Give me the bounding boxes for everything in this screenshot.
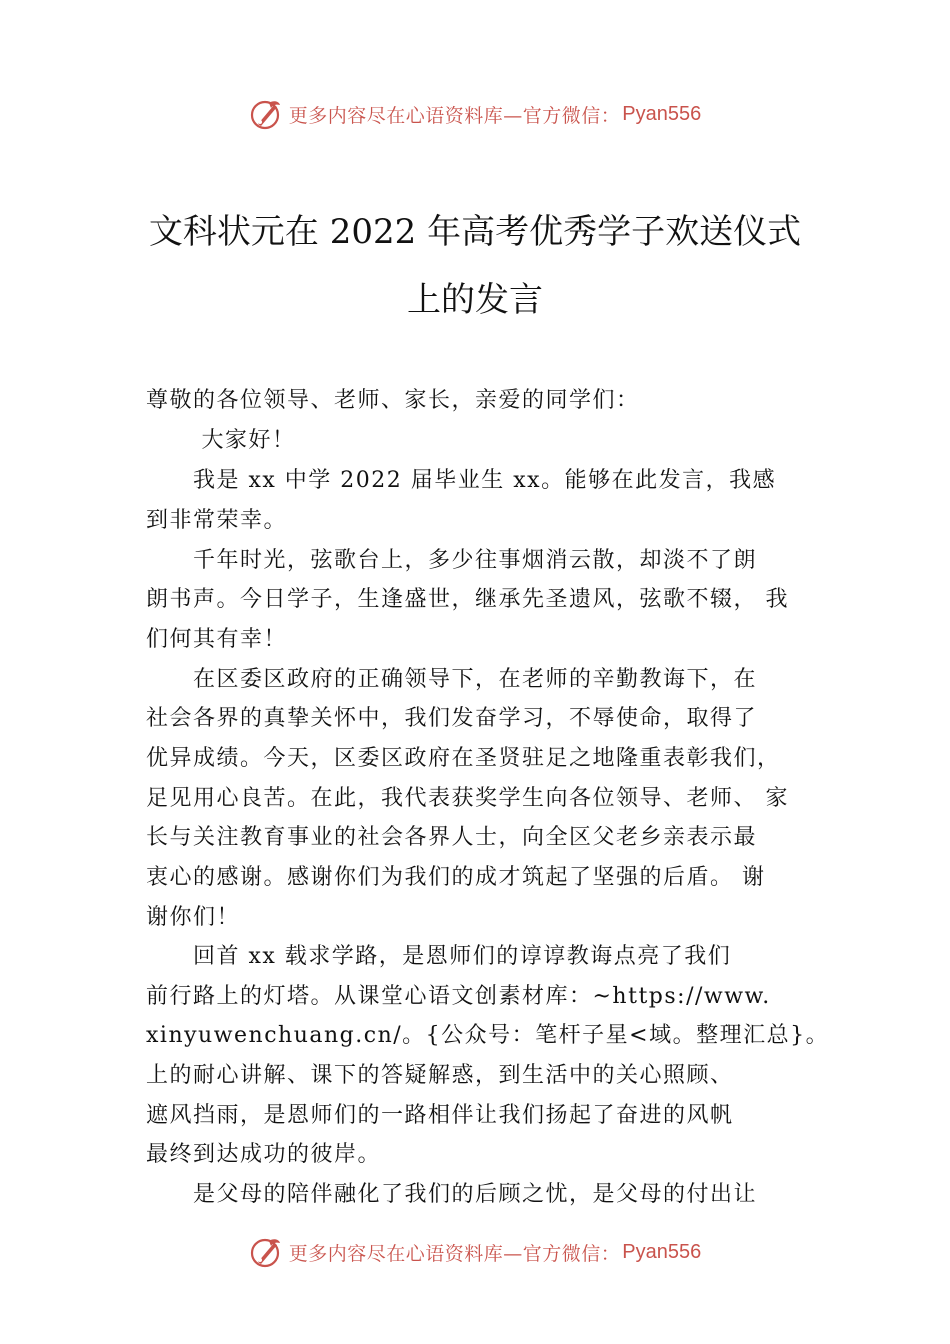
body-line: 衷心的感谢。感谢你们为我们的成才筑起了坚强的后盾。 谢 bbox=[146, 865, 766, 890]
banner-wechat-handle: Pyan556 bbox=[622, 102, 702, 125]
quill-pen-logo-icon bbox=[249, 1235, 283, 1269]
body-line: 长与关注教育事业的社会各界人士，向全区父老乡亲表示最 bbox=[146, 825, 758, 850]
body-line: 遮风挡雨，是恩师们的一路相伴让我们扬起了奋进的风帆 bbox=[146, 1103, 734, 1128]
body-line: 朗书声。今日学子，生逢盛世，继承先圣遗风，弦歌不辍， 我 bbox=[146, 587, 789, 612]
body-line: xinyuwenchuang.cn/。{公众号：笔杆子星<域。整理汇总}。 bbox=[146, 1023, 830, 1048]
body-line: 们何其有幸！ bbox=[146, 627, 288, 652]
body-line: 千年时光，弦歌台上，多少往事烟消云散，却淡不了朗 bbox=[146, 548, 758, 573]
banner-text: 更多内容尽在心语资料库—官方微信： bbox=[288, 104, 621, 127]
document-title-line-1: 文科状元在 2022 年高考优秀学子欢送仪式 bbox=[148, 212, 802, 252]
body-line: 在区委区政府的正确领导下，在老师的辛勤教诲下，在 bbox=[146, 667, 758, 692]
body-line: 前行路上的灯塔。从课堂心语文创素材库：~https://www. bbox=[146, 984, 771, 1009]
body-line: 优异成绩。今天，区委区政府在圣贤驻足之地隆重表彰我们， bbox=[146, 746, 781, 771]
body-line: 是父母的陪伴融化了我们的后顾之忧，是父母的付出让 bbox=[146, 1182, 758, 1207]
footer-banner bbox=[0, 1232, 950, 1272]
body-line: 谢你们！ bbox=[146, 905, 241, 930]
header-banner bbox=[0, 94, 950, 134]
body-line: 最终到达成功的彼岸。 bbox=[146, 1142, 382, 1167]
body-line: 我是 xx 中学 2022 届毕业生 xx。能够在此发言，我感 bbox=[146, 468, 777, 493]
body-line: 社会各界的真挚关怀中，我们发奋学习，不辱使命，取得了 bbox=[146, 706, 758, 731]
body-line: 大家好！ bbox=[146, 428, 296, 453]
quill-pen-logo-icon bbox=[249, 97, 283, 131]
body-line: 尊敬的各位领导、老师、家长，亲爱的同学们： bbox=[146, 388, 640, 413]
banner-wechat-handle: Pyan556 bbox=[622, 1240, 702, 1263]
body-line: 到非常荣幸。 bbox=[146, 508, 288, 533]
body-line: 足见用心良苦。在此，我代表获奖学生向各位领导、老师、 家 bbox=[146, 786, 789, 811]
body-line: 回首 xx 载求学路，是恩师们的谆谆教诲点亮了我们 bbox=[146, 944, 732, 969]
body-line: 上的耐心讲解、课下的答疑解惑，到生活中的关心照顾、 bbox=[146, 1063, 734, 1088]
banner-text: 更多内容尽在心语资料库—官方微信： bbox=[288, 1242, 621, 1265]
document-title-line-2: 上的发言 bbox=[407, 280, 543, 320]
